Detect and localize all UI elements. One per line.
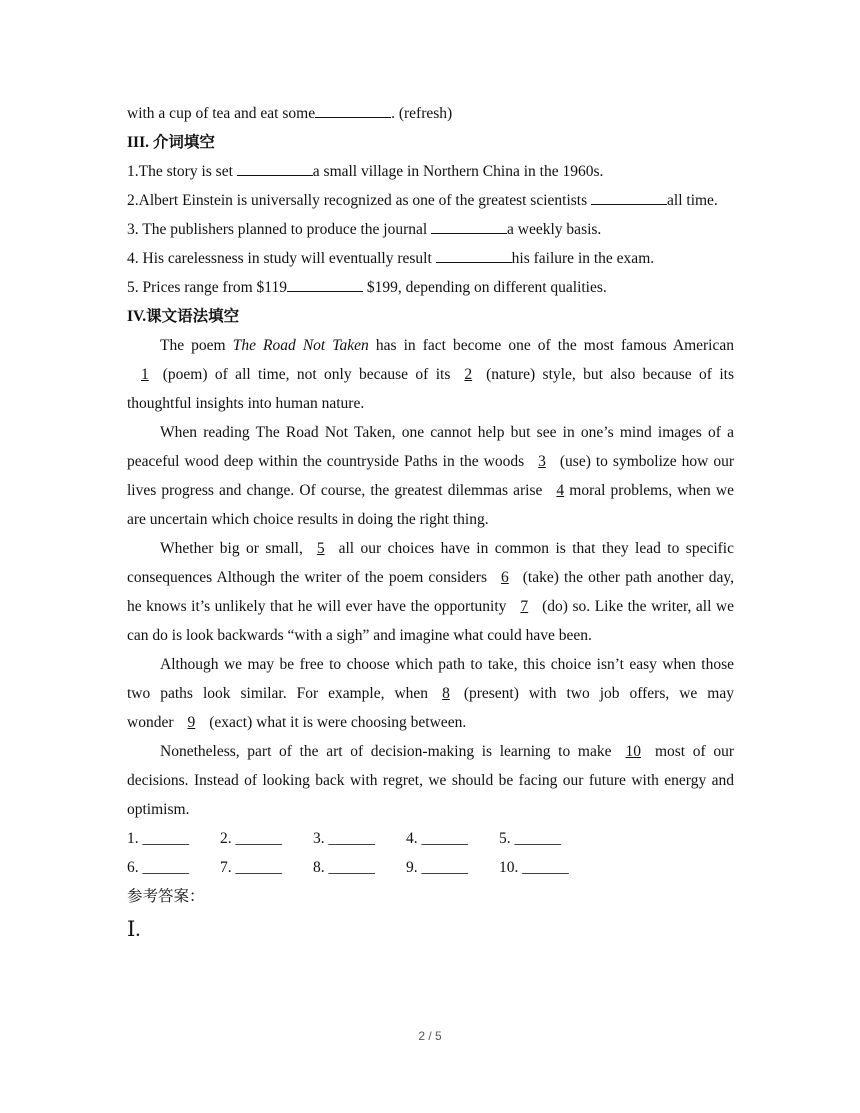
- continued-line: [127, 99, 734, 128]
- answers-section-1: Ⅰ.: [127, 917, 141, 941]
- passage-paragraph-2: [127, 418, 734, 534]
- question-2: [127, 186, 734, 215]
- numbered-blank-10[interactable]: 10: [625, 743, 641, 760]
- numbered-blank-8[interactable]: 8: [442, 685, 450, 702]
- fill-blank[interactable]: [287, 274, 363, 292]
- answer-slot[interactable]: 4. ______: [406, 830, 468, 847]
- question-text: 3. The publishers planned to produce the journal: [127, 221, 432, 238]
- passage-text: most of our decisions. Instead of looking back with regret, we should be facing our future with energy and optimism.: [127, 743, 734, 818]
- passage-text: (use) to symbolize how our lives progress and change. Of course, the greatest dilemmas arise: [127, 453, 734, 499]
- question-text: a small village in Northern China in the 1960s.: [312, 163, 604, 180]
- answer-slot[interactable]: 8. ______: [313, 859, 375, 876]
- numbered-blank-3[interactable]: 3: [538, 453, 546, 470]
- question-text: 1.The story is set: [127, 163, 237, 180]
- passage-text: (present) with two job offers, we may wonder: [127, 685, 734, 731]
- passage-paragraph-1: [127, 331, 734, 418]
- passage-text: When reading The Road Not Taken, one cannot help but see in one’s mind images of a peaceful wood deep within the countryside Paths in the woods: [127, 424, 734, 470]
- passage-text: (do) so. Like the writer, all we can do is look backwards “with a sigh” and imagine what could have been.: [127, 598, 734, 644]
- numbered-blank-2[interactable]: 2: [464, 366, 473, 383]
- numbered-blank-6[interactable]: 6: [500, 569, 509, 586]
- passage-paragraph-5: [127, 737, 734, 824]
- question-3: [127, 215, 734, 244]
- question-5: [127, 273, 734, 302]
- answer-slot[interactable]: 5. ______: [499, 830, 561, 847]
- page-number: 2 / 5: [418, 1029, 442, 1043]
- numbered-blank-7[interactable]: 7: [520, 598, 529, 615]
- passage-text: all our choices have in common is that they lead to specific consequences Although the writer of the poem considers: [127, 540, 734, 586]
- passage-text: Nonetheless, part of the art of decision-making is learning to make: [160, 743, 612, 760]
- answer-slot[interactable]: 6. ______: [127, 859, 189, 876]
- question-text: 4. His carelessness in study will eventually result: [127, 250, 436, 267]
- continued-line-before: with a cup of tea and eat some: [127, 105, 316, 122]
- answer-slot[interactable]: 10. ______: [499, 859, 569, 876]
- page-content: [127, 99, 734, 947]
- answer-slot[interactable]: 9. ______: [406, 859, 468, 876]
- passage-text: Whether big or small,: [160, 540, 303, 557]
- question-text: 5. Prices range from $119: [127, 279, 287, 296]
- passage-text: moral problems, when we are uncertain which choice results in doing the right thing.: [127, 482, 734, 528]
- answers-title: 参考答案：: [127, 888, 205, 905]
- question-4: [127, 244, 734, 273]
- passage-text: (poem) of all time, not only because of its: [162, 366, 451, 383]
- question-text: a weekly basis.: [507, 221, 602, 238]
- section-4-title: IV.课文语法填空: [127, 308, 240, 325]
- numbered-blank-9[interactable]: 9: [187, 714, 196, 731]
- answer-slots-row-2: [127, 853, 734, 882]
- section-3-title: III. 介词填空: [127, 134, 215, 151]
- poem-title: The Road Not Taken: [232, 337, 369, 354]
- passage-text: has in fact become one of the most famous American: [368, 337, 734, 354]
- question-text: $199, depending on different qualities.: [362, 279, 607, 296]
- numbered-blank-5[interactable]: 5: [316, 540, 325, 557]
- fill-blank[interactable]: [237, 158, 313, 176]
- question-text: 2.Albert Einstein is universally recognized as one of the greatest scientists: [127, 192, 592, 209]
- answer-slot[interactable]: 1. ______: [127, 830, 189, 847]
- passage-text: (exact) what it is were choosing between.: [209, 714, 467, 731]
- fill-blank[interactable]: [591, 187, 667, 205]
- numbered-blank-4[interactable]: 4: [556, 482, 565, 499]
- passage-text: The poem: [160, 337, 233, 354]
- fill-blank[interactable]: [315, 100, 391, 118]
- passage-paragraph-3: [127, 534, 734, 650]
- question-text: all time.: [667, 192, 718, 209]
- answer-slot[interactable]: 2. ______: [220, 830, 282, 847]
- answer-slot[interactable]: 3. ______: [313, 830, 375, 847]
- question-text: his failure in the exam.: [511, 250, 655, 267]
- answer-slots-row-1: [127, 824, 734, 853]
- passage-text: Although we may be free to choose which path to take, this choice isn’t easy when those two paths look similar. For example, when: [127, 656, 734, 702]
- passage-text: (nature) style, but also because of its thoughtful insights into human nature.: [127, 366, 734, 412]
- fill-blank[interactable]: [436, 245, 512, 263]
- fill-blank[interactable]: [431, 216, 507, 234]
- passage-paragraph-4: [127, 650, 734, 737]
- question-1: [127, 157, 734, 186]
- continued-line-after: . (refresh): [391, 105, 453, 122]
- passage-text: (take) the other path another day, he knows it’s unlikely that he will ever have the opportunity: [127, 569, 734, 615]
- answer-slot[interactable]: 7. ______: [220, 859, 282, 876]
- numbered-blank-1[interactable]: 1: [141, 366, 149, 383]
